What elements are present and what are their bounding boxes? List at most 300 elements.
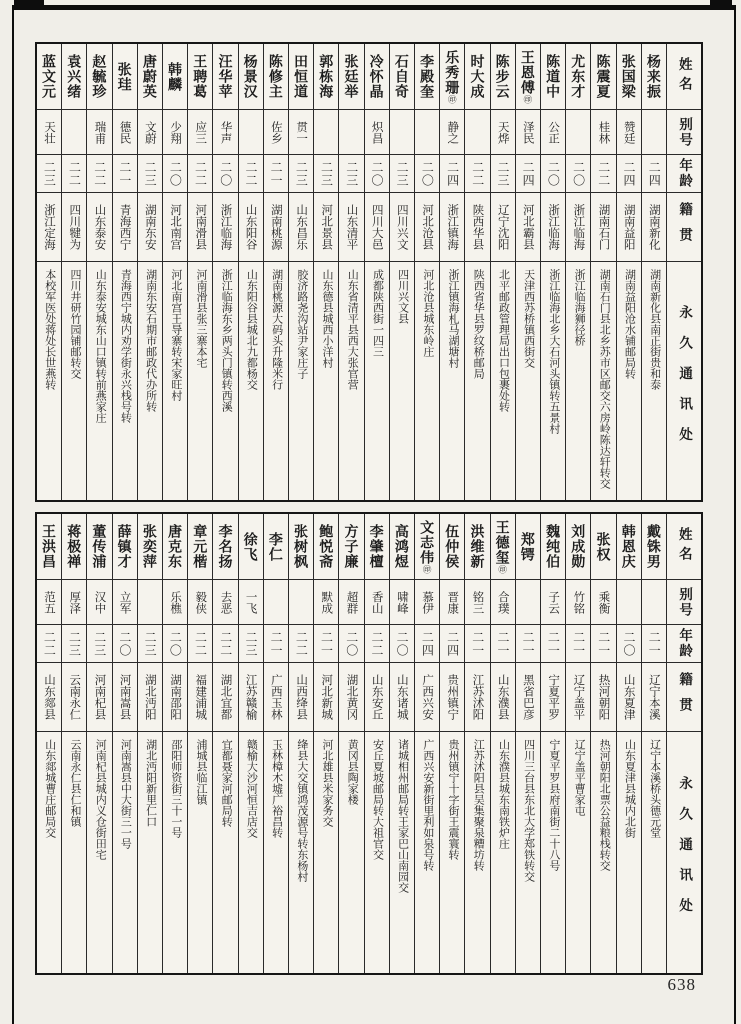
age-text: 二二 [193, 160, 208, 187]
origin-text: 山东安丘 [370, 674, 383, 720]
person-column [263, 514, 288, 973]
origin-text: 湖北黄冈 [345, 674, 358, 720]
person-column [137, 44, 162, 500]
origin-text: 宁夏平罗 [547, 674, 560, 720]
address-cell [516, 732, 540, 973]
age-text: 二〇 [420, 160, 435, 187]
name-cell [138, 514, 162, 580]
name-cell [239, 514, 263, 580]
name-text [193, 524, 207, 569]
origin-text: 河北沧县 [421, 204, 434, 250]
name-text [294, 524, 308, 569]
address-cell [617, 262, 641, 500]
alias-cell [339, 580, 363, 625]
origin-text: 浙江临海 [219, 204, 232, 250]
scan-artifact-top-right [710, 0, 732, 9]
person-column [86, 514, 111, 973]
name-text [269, 532, 283, 562]
alias-cell [62, 580, 86, 625]
age-cell [213, 155, 237, 193]
name-text [143, 524, 157, 569]
name-text [92, 54, 106, 99]
age-text: 二〇 [168, 160, 183, 187]
person-column [515, 514, 540, 973]
person-name: 汪华苹 [217, 54, 234, 99]
person-column [389, 44, 414, 500]
origin-cell [415, 663, 439, 732]
alias-cell [440, 580, 464, 625]
name-cell [591, 44, 615, 110]
name-cell [365, 514, 389, 580]
address-text: 山东夏津县城内北街 [623, 739, 636, 838]
age-cell [617, 625, 641, 663]
alias-cell [415, 580, 439, 625]
address-text: 四川兴文县 [396, 269, 409, 324]
address-text: 玉林樟木墟广裕昌转 [270, 739, 283, 838]
age-text: 二〇 [218, 160, 233, 187]
alias-cell [390, 110, 414, 155]
person-name: 陈震夏 [595, 54, 612, 99]
alias-cell [239, 580, 263, 625]
name-cell [113, 514, 137, 580]
address-cell [163, 262, 187, 500]
name-text [269, 54, 283, 99]
origin-text: 山西绛县 [295, 674, 308, 720]
alias-text: 立军 [118, 590, 131, 614]
alias-text: 超群 [345, 590, 358, 614]
origin-cell [37, 193, 61, 262]
name-cell [138, 44, 162, 110]
alias-text: 啸峰 [395, 590, 408, 614]
age-text: 二二 [42, 630, 57, 657]
age-text: 二一 [546, 630, 561, 657]
name-text [67, 54, 81, 99]
header-name-label: 姓名 [676, 57, 692, 96]
alias-cell [314, 110, 338, 155]
address-text: 山东泰安城东山口镇转前燕家庄 [94, 269, 107, 423]
name-text [571, 524, 585, 569]
name-text [445, 50, 459, 104]
address-cell [314, 262, 338, 500]
age-cell [566, 155, 590, 193]
person-name: 蓝文元 [41, 54, 58, 99]
address-cell [213, 262, 237, 500]
person-column [37, 44, 61, 500]
origin-text: 河南滑县 [194, 204, 207, 250]
age-text: 二一 [521, 630, 536, 657]
address-cell [138, 262, 162, 500]
address-text: 湖南东安石期市邮政代办所转 [144, 269, 157, 412]
person-name: 章元楷 [192, 524, 209, 569]
origin-text: 河北霸县 [521, 204, 534, 250]
address-cell [642, 732, 666, 973]
origin-text: 江苏沭阳 [471, 674, 484, 720]
person-column [288, 514, 313, 973]
header-age-label: 年龄 [677, 158, 693, 189]
address-text: 辽宁盖平曹家屯 [573, 739, 586, 816]
origin-text: 山东郯县 [43, 674, 56, 720]
alias-cell [440, 110, 464, 155]
origin-text: 广西玉林 [269, 674, 282, 720]
name-text [370, 524, 384, 569]
address-cell [617, 732, 641, 973]
alias-text: 毅侠 [194, 590, 207, 614]
age-cell [163, 625, 187, 663]
alias-cell [239, 110, 263, 155]
origin-text: 河北景县 [320, 204, 333, 250]
name-text [420, 54, 434, 99]
name-text [470, 54, 484, 99]
origin-text: 辽宁盖平 [572, 674, 585, 720]
person-name: 薛镇才 [116, 524, 133, 569]
address-text: 浙江临海北乡大石河头镇转五景村 [547, 269, 560, 434]
origin-text: 青海西宁 [118, 204, 131, 250]
alias-text: 汉中 [93, 590, 106, 614]
person-column [238, 44, 263, 500]
age-text: 二三 [495, 160, 510, 187]
header-address [667, 732, 701, 973]
address-cell [113, 732, 137, 973]
origin-text: 河北南宫 [169, 204, 182, 250]
origin-text: 湖南东安 [143, 204, 156, 250]
address-text: 河南嵩县中大街三一号 [119, 739, 132, 849]
alias-cell [213, 580, 237, 625]
person-name: 王恩傅 [519, 49, 536, 95]
address-text: 陕西省华县罗纹桥邮局 [472, 269, 485, 379]
origin-cell [264, 663, 288, 732]
age-text: 二一 [571, 630, 586, 657]
age-text: 二二 [92, 160, 107, 187]
person-column [464, 44, 489, 500]
alias-text: 静之 [446, 120, 459, 144]
person-name: 陈修主 [267, 54, 284, 99]
name-cell [390, 44, 414, 110]
seal-mark: ㊞ [422, 564, 433, 574]
alias-cell [541, 110, 565, 155]
address-cell [239, 262, 263, 500]
name-text [521, 532, 535, 562]
header-origin-label: 籍贯 [677, 671, 693, 723]
person-name: 魏纯伯 [545, 524, 562, 569]
age-text: 二〇 [168, 630, 183, 657]
origin-text: 四川大邑 [370, 204, 383, 250]
age-text: 二三 [92, 630, 107, 657]
name-cell [365, 44, 389, 110]
alias-text: 贯一 [295, 120, 308, 144]
origin-text: 湖南益阳 [622, 204, 635, 250]
name-cell [188, 44, 212, 110]
person-name: 时大成 [469, 54, 486, 99]
address-cell [289, 262, 313, 500]
origin-cell [213, 663, 237, 732]
alias-cell [566, 580, 590, 625]
person-name: 李仁 [267, 531, 284, 562]
header-address-label: 永久通讯处 [677, 304, 693, 458]
origin-text: 山东泰安 [93, 204, 106, 250]
origin-text: 湖南石门 [597, 204, 610, 250]
address-cell [87, 732, 111, 973]
origin-cell [314, 193, 338, 262]
address-cell [289, 732, 313, 973]
address-cell [440, 262, 464, 500]
alias-text: 乐樵 [169, 590, 182, 614]
address-text: 天津西苏桥镇西街交 [522, 269, 535, 368]
header-column [666, 44, 701, 500]
seal-mark: ㊞ [522, 94, 533, 104]
name-text [647, 524, 661, 569]
origin-cell [617, 663, 641, 732]
person-name: 袁兴绪 [66, 54, 83, 99]
address-text: 四川井研竹园铺邮转交 [69, 269, 81, 379]
person-name: 董传浦 [91, 524, 108, 569]
name-cell [617, 514, 641, 580]
person-column [641, 44, 666, 500]
directory-table-top [35, 42, 703, 502]
address-text: 宜都聂家河邮局转 [220, 739, 233, 827]
age-text: 二一 [647, 630, 662, 657]
origin-cell [314, 663, 338, 732]
name-cell [314, 44, 338, 110]
address-cell [62, 262, 86, 500]
origin-text: 湖南新化 [647, 204, 660, 250]
name-text [420, 520, 434, 574]
person-name: 张廷举 [343, 54, 360, 99]
person-name: 王聘葛 [192, 54, 209, 99]
address-text: 邵阳师资街三十一号 [169, 739, 182, 838]
alias-cell [163, 580, 187, 625]
alias-text: 佐乡 [269, 120, 282, 144]
address-cell [264, 262, 288, 500]
name-cell [264, 514, 288, 580]
person-column [313, 44, 338, 500]
name-cell [390, 514, 414, 580]
person-name: 石自奇 [393, 54, 410, 99]
address-text: 湖南益阳沧水铺邮局转 [623, 269, 636, 379]
person-name: 唐蔚英 [141, 54, 158, 99]
name-text [546, 54, 560, 99]
person-column [86, 44, 111, 500]
origin-cell [188, 193, 212, 262]
alias-cell [264, 580, 288, 625]
age-cell [213, 625, 237, 663]
alias-cell [415, 110, 439, 155]
name-text [571, 54, 585, 99]
name-cell [239, 44, 263, 110]
age-text: 二〇 [369, 160, 384, 187]
name-text [42, 54, 56, 99]
scan-artifact-top-left [14, 0, 44, 9]
alias-cell [541, 580, 565, 625]
person-name: 杨来振 [645, 54, 662, 99]
person-name: 徐飞 [242, 531, 259, 562]
alias-cell [163, 110, 187, 155]
age-text: 二三 [143, 630, 158, 657]
origin-cell [390, 193, 414, 262]
name-text [344, 54, 358, 99]
person-name: 郭栋海 [318, 54, 335, 99]
address-cell [138, 732, 162, 973]
person-column [112, 44, 137, 500]
alias-text: 天烨 [496, 120, 509, 144]
alias-text: 公正 [547, 120, 560, 144]
age-cell [289, 155, 313, 193]
person-name: 李肇檀 [368, 524, 385, 569]
alias-text: 赞廷 [622, 120, 635, 144]
address-cell [87, 262, 111, 500]
origin-cell [239, 193, 263, 262]
address-cell [314, 732, 338, 973]
age-text: 二二 [470, 160, 485, 187]
alias-text: 华声 [219, 120, 232, 144]
address-cell [188, 262, 212, 500]
alias-cell [365, 110, 389, 155]
origin-cell [138, 193, 162, 262]
person-column [137, 514, 162, 973]
age-cell [113, 625, 137, 663]
age-cell [188, 625, 212, 663]
header-address [667, 262, 701, 500]
origin-cell [87, 193, 111, 262]
age-text: 二三 [344, 160, 359, 187]
alias-cell [213, 110, 237, 155]
age-cell [87, 155, 111, 193]
alias-cell [113, 110, 137, 155]
person-column [212, 514, 237, 973]
origin-cell [339, 193, 363, 262]
address-text: 本校军医处蒋处长世燕转 [43, 269, 56, 390]
name-cell [491, 514, 515, 580]
address-text: 浙江临海东乡两头门镇转西溪 [220, 269, 233, 412]
name-cell [566, 514, 590, 580]
origin-text: 广西兴安 [421, 674, 434, 720]
name-cell [62, 514, 86, 580]
person-column [338, 514, 363, 973]
address-cell [365, 262, 389, 500]
alias-cell [339, 110, 363, 155]
address-text: 山东德县城西小洋村 [321, 269, 334, 368]
alias-text: 范五 [43, 590, 56, 614]
alias-cell [188, 110, 212, 155]
page-number: 638 [667, 975, 696, 994]
name-cell [440, 44, 464, 110]
alias-cell [37, 580, 61, 625]
address-cell [239, 732, 263, 973]
address-cell [516, 262, 540, 500]
person-name: 尤东才 [570, 54, 587, 99]
age-text: 二四 [647, 160, 662, 187]
person-column [540, 44, 565, 500]
alias-cell [87, 580, 111, 625]
person-name: 王洪昌 [41, 524, 58, 569]
age-cell [62, 155, 86, 193]
header-alias-label: 别号 [677, 586, 693, 618]
person-name: 赵毓珍 [91, 54, 108, 99]
person-column [540, 514, 565, 973]
person-name: 文志伟 [419, 519, 436, 565]
age-cell [415, 625, 439, 663]
alias-cell [491, 580, 515, 625]
origin-text: 江苏赣榆 [244, 674, 257, 720]
person-name: 鲍悦斋 [318, 524, 335, 569]
address-text: 辽宁本溪桥头德元堂 [648, 739, 661, 838]
name-cell [415, 44, 439, 110]
alias-cell [113, 580, 137, 625]
name-cell [541, 514, 565, 580]
alias-cell [37, 110, 61, 155]
age-cell [491, 625, 515, 663]
person-name: 张国梁 [620, 54, 637, 99]
address-text: 山东郯城曹庄邮局交 [43, 739, 56, 838]
alias-text: 合璞 [496, 590, 509, 614]
alias-cell [188, 580, 212, 625]
origin-cell [62, 193, 86, 262]
name-text [67, 524, 81, 569]
person-column [364, 44, 389, 500]
origin-text: 贵州镇宁 [446, 674, 459, 720]
alias-text: 泽民 [521, 120, 534, 144]
person-column [162, 44, 187, 500]
name-cell [465, 44, 489, 110]
person-name: 方子廉 [343, 524, 360, 569]
age-cell [440, 625, 464, 663]
origin-text: 浙江定海 [43, 204, 56, 250]
origin-text: 辽宁沈阳 [496, 204, 509, 250]
age-cell [314, 155, 338, 193]
person-name: 刘成勋 [570, 524, 587, 569]
name-cell [642, 44, 666, 110]
alias-cell [138, 110, 162, 155]
address-text: 浙江临海狮径桥 [573, 269, 586, 346]
header-name-label: 姓名 [676, 527, 692, 566]
age-text: 二二 [369, 630, 384, 657]
age-cell [491, 155, 515, 193]
name-cell [617, 44, 641, 110]
person-column [490, 44, 515, 500]
person-column [61, 44, 86, 500]
age-text: 二一 [495, 630, 510, 657]
age-text: 二三 [243, 630, 258, 657]
person-name: 郑锷 [519, 531, 536, 562]
origin-text: 河南杞县 [93, 674, 106, 720]
age-cell [465, 155, 489, 193]
age-cell [516, 625, 540, 663]
age-text: 二三 [395, 160, 410, 187]
age-cell [138, 155, 162, 193]
person-column [464, 514, 489, 973]
origin-text: 山东清平 [345, 204, 358, 250]
origin-cell [516, 663, 540, 732]
alias-text: 慕伊 [421, 590, 434, 614]
origin-cell [264, 193, 288, 262]
name-cell [491, 44, 515, 110]
address-text: 湖南石门县北乡苏市区邮交六房岭陈达轩转交 [598, 269, 611, 489]
address-cell [566, 262, 590, 500]
name-cell [163, 514, 187, 580]
name-text [470, 524, 484, 569]
age-text: 二二 [218, 630, 233, 657]
name-cell [113, 44, 137, 110]
address-cell [491, 732, 515, 973]
alias-cell [516, 580, 540, 625]
person-name: 张权 [595, 531, 612, 562]
origin-text: 热河朝阳 [597, 674, 610, 720]
origin-cell [138, 663, 162, 732]
origin-cell [516, 193, 540, 262]
origin-text: 山东夏津 [622, 674, 635, 720]
person-column [439, 514, 464, 973]
age-text: 二〇 [546, 160, 561, 187]
age-text: 二二 [67, 160, 82, 187]
